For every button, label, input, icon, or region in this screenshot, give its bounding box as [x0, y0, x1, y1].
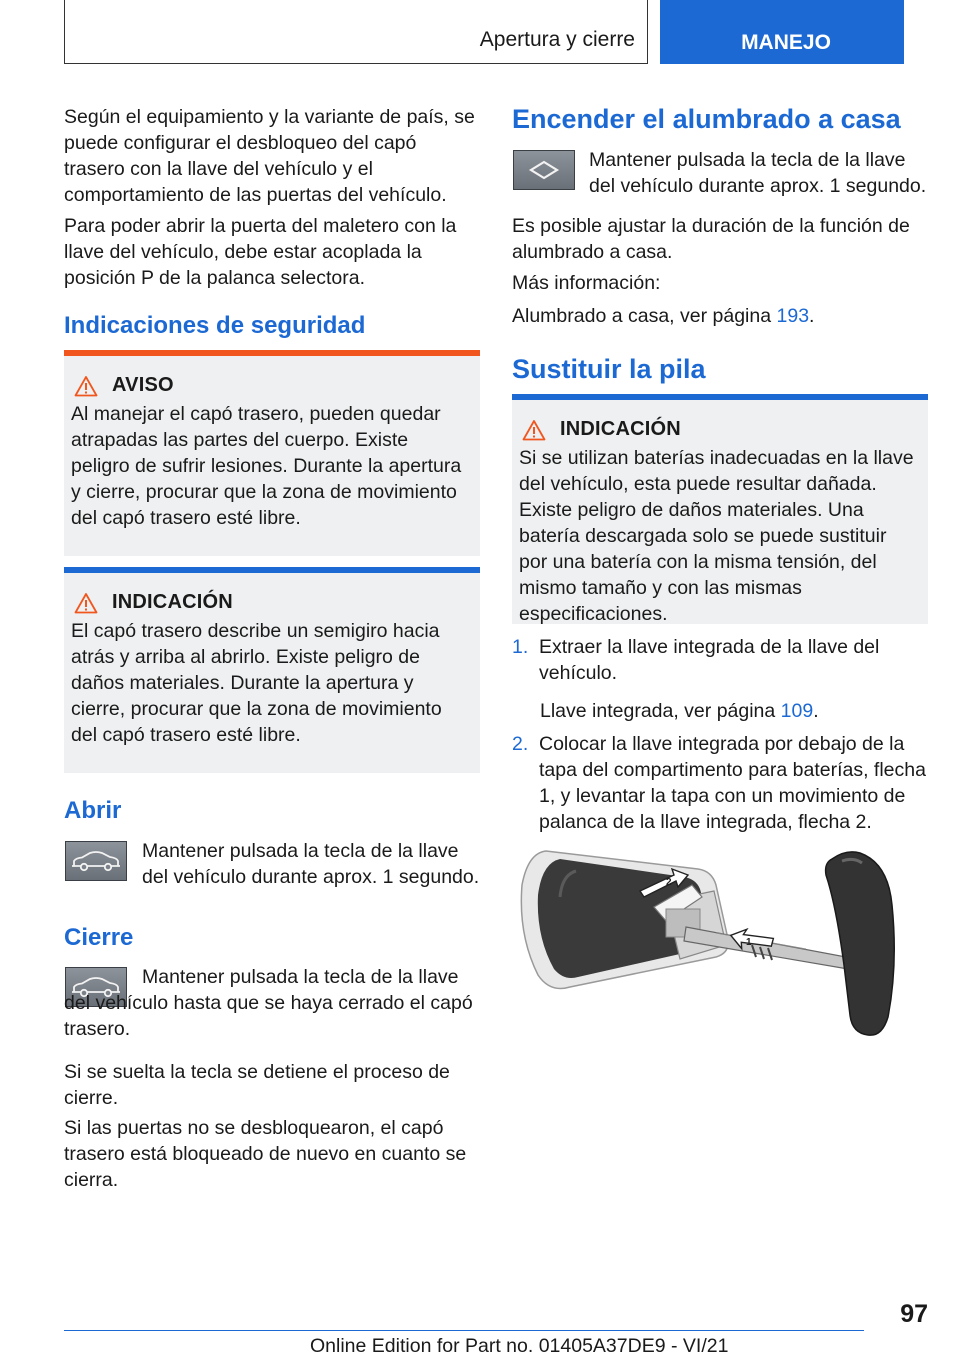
arrow-1-label: 1 — [746, 937, 752, 948]
key-handle — [826, 852, 895, 1035]
page-number: 97 — [900, 1300, 928, 1328]
step-number: 1. — [512, 636, 529, 658]
warning-label: AVISO — [112, 374, 174, 396]
arrow-2-label: 2 — [666, 877, 672, 888]
intro-paragraph-1: Según el equipamiento y la variante de país, se puede configurar el desbloqueo del capó trasero con la llave del vehículo y el comportamiento de las puertas del vehículo. — [64, 106, 475, 206]
battery-notice-text: Si se utilizan baterías inadecuadas en la llave del vehículo, esta puede resultar dañada. Existe peligro de daños materiales. Una batería descargada solo se puede sustituir por una batería con la misma tensión, del mismo tamaño y con las mismas especificaciones. — [519, 447, 914, 625]
footer-divider — [64, 1330, 864, 1331]
step-text: Colocar la llave integrada por debajo de la tapa del compartimento para baterías, flecha 1, y levantar la tapa con un movimiento de palanca de la llave integrada, flecha 2. — [539, 733, 926, 833]
key-battery-figure — [516, 845, 912, 1041]
home-light-key-icon — [513, 150, 575, 190]
header-chapter-label: MANEJO — [741, 31, 831, 54]
caution-triangle-icon — [522, 419, 546, 441]
page-link-193[interactable]: 193 — [776, 305, 810, 327]
open-instruction: Mantener pulsada la tecla de la llave del vehículo durante aprox. 1 segundo. — [142, 840, 480, 888]
home-lighting-reference — [512, 303, 932, 329]
close-paragraph-1: Si se suelta la tecla se detiene el proceso de cierre. — [64, 1061, 450, 1109]
steps-list — [512, 634, 932, 835]
page-link-109[interactable]: 109 — [780, 700, 814, 722]
battery-heading: Sustituir la pila — [512, 354, 706, 384]
notice-text: El capó trasero describe un semigiro hacia atrás y arriba al abrirlo. Existe peligro de daños materiales. Durante la apertura y cierre, procurar que la zona de movimiento del capó trasero esté libre. — [71, 620, 442, 746]
step-item — [512, 634, 932, 686]
warning-triangle-icon — [74, 375, 98, 397]
notice-label: INDICACIÓN — [112, 591, 233, 613]
header-chapter-tab[interactable] — [660, 0, 904, 64]
caution-triangle-icon — [74, 592, 98, 614]
battery-notice-box — [512, 394, 928, 624]
reference-text: Llave integrada, ver página — [540, 700, 781, 722]
close-instruction: Mantener pulsada la tecla de la llave del vehículo hasta que se haya cerrado el capó trasero. — [64, 966, 473, 1040]
home-lighting-instruction: Mantener pulsada la tecla de la llave del vehículo durante aprox. 1 segundo. — [589, 149, 927, 197]
header-section-title: Apertura y cierre — [479, 28, 635, 51]
home-lighting-paragraph-2: Más información: — [512, 272, 661, 294]
home-lighting-heading: Encender el alumbrado a casa — [512, 104, 901, 134]
step-number: 2. — [512, 733, 529, 755]
reference-text: Alumbrado a casa, ver página — [512, 305, 777, 327]
car-key-trunk-icon — [65, 841, 127, 881]
footer-edition: Online Edition for Part no. 01405A37DE9 - VI/21 — [310, 1335, 729, 1357]
close-paragraph-2: Si las puertas no se desbloquearon, el capó trasero está bloqueado de nuevo en cuanto se cierra. — [64, 1117, 467, 1191]
step-1-reference — [540, 698, 932, 724]
warning-box — [64, 350, 480, 556]
open-heading: Abrir — [64, 797, 122, 824]
safety-heading: Indicaciones de seguridad — [64, 312, 366, 339]
home-lighting-paragraph-1: Es posible ajustar la duración de la función de alumbrado a casa. — [512, 215, 910, 263]
notice-bar — [64, 567, 480, 573]
intro-paragraph-2: Para poder abrir la puerta del maletero con la llave del vehículo, debe estar acoplada la posición P de la palanca selectora. — [64, 215, 457, 289]
battery-notice-bar — [512, 394, 928, 400]
warning-text: Al manejar el capó trasero, pueden quedar atrapadas las partes del cuerpo. Existe peligro de sufrir lesiones. Durante la apertura y cierre, procurar que la zona de movimiento del capó trasero esté libre. — [71, 403, 462, 529]
notice-box — [64, 567, 480, 773]
battery-notice-label: INDICACIÓN — [560, 418, 681, 440]
warning-bar — [64, 350, 480, 356]
close-heading: Cierre — [64, 924, 134, 951]
reference-period: . — [809, 305, 815, 327]
reference-period: . — [813, 700, 819, 722]
step-item — [512, 731, 932, 835]
step-text: Extraer la llave integrada de la llave del vehículo. — [539, 636, 880, 684]
